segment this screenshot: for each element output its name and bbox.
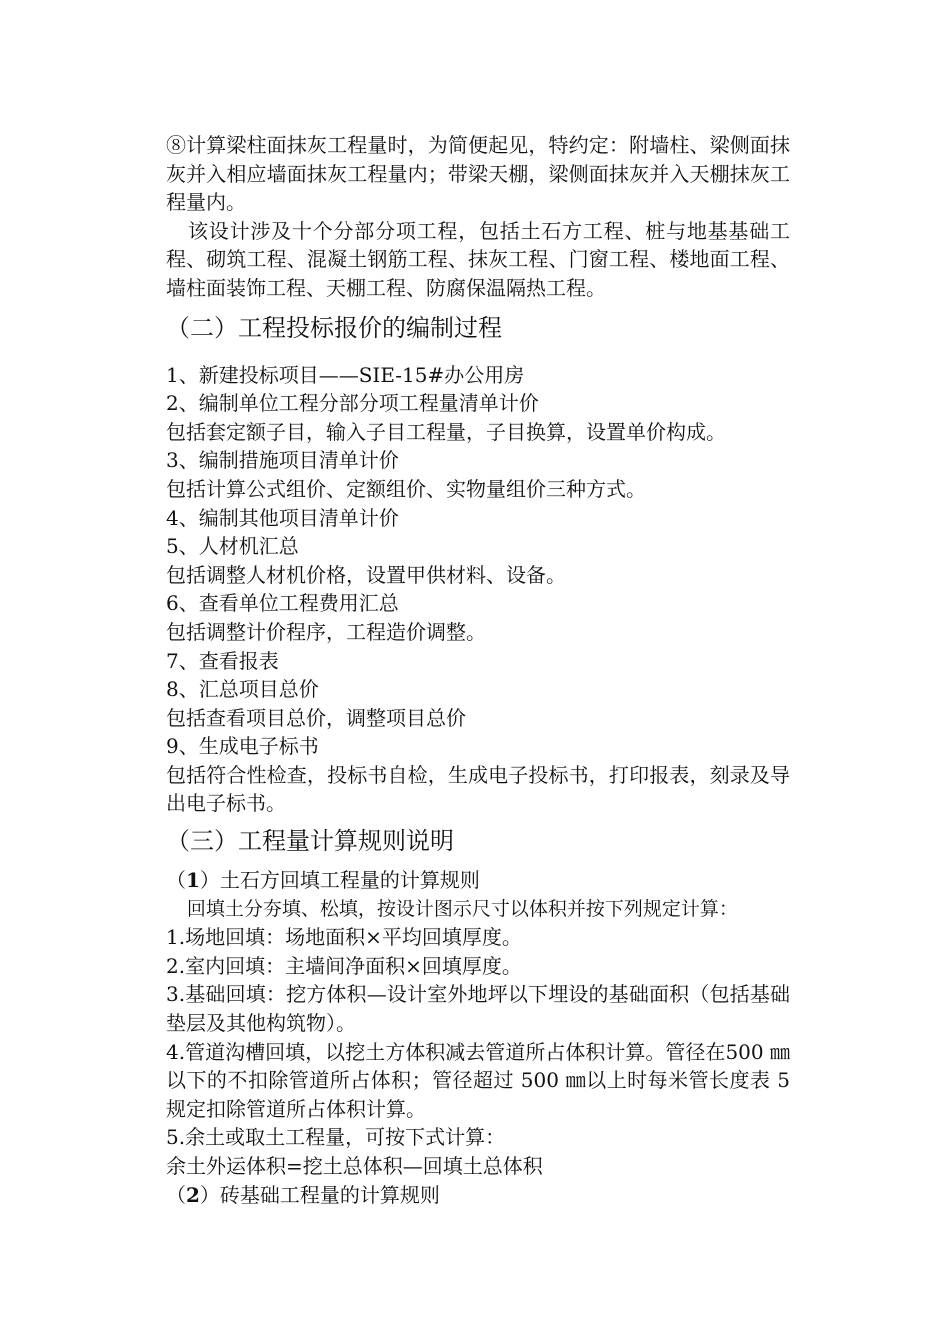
section-2-line: 8、汇总项目总价 (166, 677, 319, 702)
section-2-line: 包括计算公式组价、定额组价、实物量组价三种方式。 (166, 476, 646, 501)
subsection-1-number: 1 (186, 868, 200, 893)
section-2-line: 4、编制其他项目清单计价 (166, 505, 399, 530)
section-2-line: 2、编制单位工程分部分项工程量清单计价 (166, 391, 539, 416)
section-2-line: 包括查看项目总价，调整项目总价 (166, 705, 466, 730)
subsection-2-open: （ (166, 1182, 186, 1207)
rule-item: 5.余土或取土工程量，可按下式计算： (166, 1125, 506, 1150)
subsection-2-title: ）砖基础工程量的计算规则 (199, 1182, 440, 1207)
section-2-line: 1、新建投标项目——SIE-15#办公用房 (166, 362, 525, 387)
section-2-title: （二）工程投标报价的编制过程 (166, 313, 502, 342)
section-2-line: 7、查看报表 (166, 648, 279, 673)
subsection-1-intro: 回填土分夯填、松填，按设计图示尺寸以体积并按下列规定计算： (186, 897, 738, 920)
section-2-line: 包括套定额子目，输入子目工程量，子目换算，设置单价构成。 (166, 419, 726, 444)
intro-paragraph-2: 该设计涉及十个分部分项工程，包括土石方工程、桩与地基基础工程、砌筑工程、混凝土钢筋工程、抹灰工程、门窗工程、楼地面工程、墙柱面装饰工程、天棚工程、防腐保温隔热工程。 (166, 218, 790, 300)
section-2-line: 9、生成电子标书 (166, 734, 319, 759)
subsection-1-heading (166, 866, 790, 895)
subsection-2-number: 2 (186, 1182, 200, 1207)
section-2-line: 包括符合性检查，投标书自检，生成电子投标书，打印报表，刻录及导出电子标书。 (166, 762, 790, 816)
section-2-line: 6、查看单位工程费用汇总 (166, 591, 399, 616)
rule-item: 余土外运体积=挖土总体积—回填土总体积 (166, 1154, 543, 1178)
rule-item: 3.基础回填：挖方体积—设计室外地坪以下埋设的基础面积（包括基础垫层及其他构筑物）。 (166, 982, 790, 1036)
rule-item: 2.室内回填：主墙间净面积×回填厚度。 (166, 953, 522, 978)
section-2-line: 包括调整计价程序，工程造价调整。 (166, 619, 486, 644)
subsection-1-title: ）土石方回填工程量的计算规则 (199, 868, 480, 893)
section-2-line: 5、人材机汇总 (166, 534, 299, 559)
rule-item: 4.管道沟槽回填，以挖土方体积减去管道所占体积计算。管径在500 ㎜以下的不扣除管道所占体积；管径超过 500 ㎜以上时每米管长度表 5 规定扣除管道所占体积计算。 (166, 1039, 790, 1121)
section-3-title: （三）工程量计算规则说明 (166, 827, 454, 856)
section-2-line: 包括调整人材机价格，设置甲供材料、设备。 (166, 562, 566, 587)
intro-paragraph-1: ⑧计算梁柱面抹灰工程量时，为简便起见，特约定：附墙柱、梁侧面抹灰并入相应墙面抹灰工程量内；带梁天棚，梁侧面抹灰并入天棚抹灰工程量内。 (166, 133, 790, 215)
subsection-1-open: （ (166, 868, 186, 893)
subsection-2-heading (166, 1181, 790, 1210)
document-body (166, 131, 790, 1209)
rule-item: 1.场地回填：场地面积×平均回填厚度。 (166, 925, 522, 950)
section-2-line: 3、编制措施项目清单计价 (166, 448, 399, 473)
